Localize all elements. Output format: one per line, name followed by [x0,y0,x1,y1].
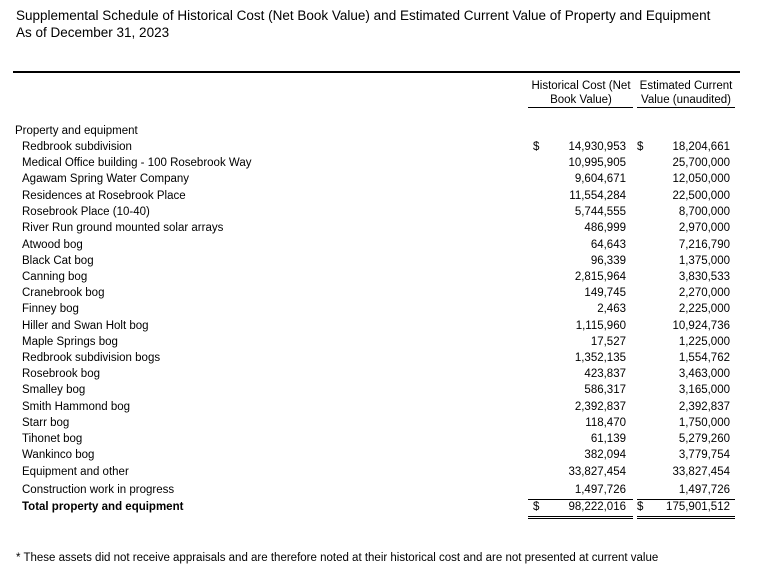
estimated-value: 18,204,661 [672,141,730,153]
table-row [0,336,768,352]
table-row [0,303,768,319]
historical-cost-value: 382,094 [584,449,626,461]
estimated-value-header-line1: Estimated Current [639,80,733,92]
estimated-value: 25,700,000 [672,157,730,169]
estimated-value: 2,970,000 [678,222,730,234]
dollar-sign: $ [637,141,644,153]
row-label: Rosebrook bog [22,368,100,380]
historical-cost-value: 423,837 [584,368,626,380]
table-row [0,287,768,303]
historical-cost-value: 1,352,135 [574,352,626,364]
table-row [0,271,768,287]
table-row [0,173,768,189]
estimated-value: 12,050,000 [672,173,730,185]
historical-cost-value: 2,392,837 [574,401,626,413]
total-row [0,501,768,517]
estimated-value: 1,497,726 [678,484,730,496]
row-label: Construction work in progress [22,484,175,496]
historical-cost-value: 11,554,284 [569,190,626,202]
historical-cost-value: 118,470 [585,417,626,429]
table-row [0,401,768,417]
table-row [0,368,768,384]
historical-cost-value: 2,815,964 [574,271,626,283]
historical-cost-header-line2: Book Value) [550,94,612,106]
estimated-value: 2,270,000 [678,287,730,299]
total-label: Total property and equipment [22,501,184,513]
row-label: Redbrook subdivision [22,141,132,153]
table-row [0,384,768,400]
table-row [0,206,768,222]
header-rule [13,71,740,73]
historical-cost-value: 586,317 [584,384,626,396]
table-row [0,466,768,482]
row-label: Redbrook subdivision bogs [22,352,161,364]
historical-cost-value: 14,930,953 [568,141,626,153]
table-row [0,320,768,336]
historical-cost-value: 33,827,454 [568,466,626,478]
historical-cost-value: 2,463 [597,303,626,315]
historical-cost-value: 10,995,905 [568,157,626,169]
section-label: Property and equipment [15,125,138,137]
row-label: Equipment and other [22,466,129,478]
row-label: Residences at Rosebrook Place [22,190,186,202]
table-row [0,190,768,206]
row-label: Medical Office building - 100 Rosebrook Way [22,157,252,169]
row-label: Agawam Spring Water Company [22,173,190,185]
row-label: Finney bog [22,303,79,315]
row-label: Rosebrook Place (10-40) [22,206,150,218]
double-underline-historical [528,516,633,519]
estimated-header-underline [637,107,735,108]
historical-cost-value: 149,745 [584,287,626,299]
historical-cost-header-line1: Historical Cost (Net [531,80,631,92]
historical-cost-header [527,79,635,107]
table-row [0,352,768,368]
dollar-sign: $ [637,501,644,513]
historical-cost-value: 61,139 [590,433,626,445]
table-row [0,484,768,500]
table-row [0,449,768,465]
document-title: Supplemental Schedule of Historical Cost (Net Book Value) and Estimated Current Value of Property and Equipment [16,8,711,23]
estimated-value: 7,216,790 [678,239,730,251]
estimated-value: 2,225,000 [678,303,730,315]
estimated-value: 1,750,000 [678,417,730,429]
historical-cost-value: 1,497,726 [574,484,626,496]
estimated-value: 3,165,000 [678,384,730,396]
subtotal-rule-historical [528,499,633,500]
historical-cost-value: 96,339 [590,255,626,267]
table-row [0,433,768,449]
section-label-row [0,125,768,141]
historical-header-underline [528,107,633,108]
estimated-value: 1,225,000 [678,336,730,348]
estimated-value: 10,924,736 [672,320,730,332]
table-row [0,417,768,433]
table-row [0,141,768,157]
historical-cost-value: 486,999 [584,222,626,234]
table-row [0,239,768,255]
row-label: Atwood bog [22,239,83,251]
row-label: Hiller and Swan Holt bog [22,320,149,332]
double-underline-estimated [637,516,735,519]
row-label: Canning bog [22,271,88,283]
dollar-sign: $ [533,141,540,153]
dollar-sign: $ [533,501,540,513]
estimated-value: 3,463,000 [678,368,730,380]
estimated-value: 3,779,754 [678,449,730,461]
total-historical-cost: 98,222,016 [568,501,626,513]
estimated-value: 2,392,837 [678,401,730,413]
row-label: Cranebrook bog [22,287,105,299]
row-label: River Run ground mounted solar arrays [22,222,224,234]
table-row [0,222,768,238]
row-label: Tihonet bog [22,433,83,445]
row-label: Maple Springs bog [22,336,118,348]
footnote: * These assets did not receive appraisals and are therefore noted at their historical cost and are not presented at current value [16,552,659,564]
historical-cost-value: 1,115,960 [575,320,626,332]
historical-cost-value: 17,527 [590,336,626,348]
estimated-value: 1,375,000 [678,255,730,267]
row-label: Wankinco bog [22,449,95,461]
historical-cost-value: 5,744,555 [574,206,626,218]
estimated-value: 22,500,000 [672,190,730,202]
historical-cost-value: 64,643 [590,239,626,251]
row-label: Smith Hammond bog [22,401,131,413]
table-row [0,255,768,271]
row-label: Smalley bog [22,384,86,396]
total-estimated-value: 175,901,512 [666,501,730,513]
row-label: Starr bog [22,417,70,429]
estimated-value-header [637,79,735,107]
estimated-value: 3,830,533 [678,271,730,283]
row-label: Black Cat bog [22,255,94,267]
estimated-value: 5,279,260 [678,433,730,445]
estimated-value-header-line2: Value (unaudited) [641,94,731,106]
estimated-value: 33,827,454 [672,466,730,478]
subtotal-rule-estimated [637,499,735,500]
historical-cost-value: 9,604,671 [574,173,626,185]
estimated-value: 8,700,000 [678,206,730,218]
table-row [0,157,768,173]
document-date: As of December 31, 2023 [16,25,170,40]
estimated-value: 1,554,762 [678,352,730,364]
